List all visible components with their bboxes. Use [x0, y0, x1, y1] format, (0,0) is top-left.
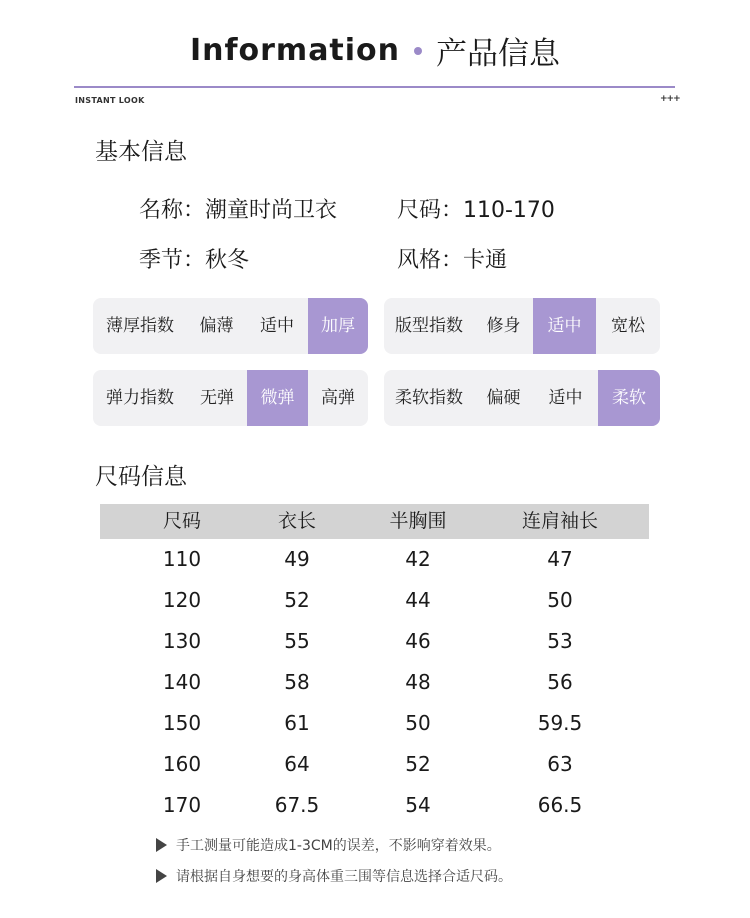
table-cell: 58 — [284, 670, 310, 694]
table-row — [100, 580, 649, 621]
table-cell: 63 — [547, 752, 573, 776]
table-cell: 64 — [284, 752, 310, 776]
play-triangle-icon — [156, 869, 167, 883]
index-option-selected: 适中 — [533, 298, 596, 354]
size-table-header — [100, 504, 649, 539]
table-cell: 55 — [284, 629, 310, 653]
header-title-cn: 产品信息 — [436, 36, 561, 72]
table-cell: 120 — [162, 588, 202, 612]
header-divider — [74, 86, 675, 88]
softness-index-card — [384, 370, 660, 426]
note-text: 手工测量可能造成1-3CM的误差，不影响穿着效果。 — [176, 838, 501, 854]
header-title-en: Information — [189, 33, 401, 68]
index-option: 宽松 — [611, 316, 645, 336]
index-option: 高弹 — [321, 388, 355, 408]
table-cell: 170 — [162, 793, 202, 817]
index-option: 无弹 — [200, 388, 234, 408]
index-option: 偏硬 — [486, 388, 521, 408]
table-cell: 52 — [405, 752, 431, 776]
index-option-selected: 加厚 — [308, 298, 368, 354]
table-cell: 130 — [162, 629, 202, 653]
size-table — [100, 504, 649, 826]
header-dot — [414, 47, 422, 55]
page-header — [0, 28, 750, 78]
index-option: 适中 — [548, 388, 583, 408]
fit-index-card — [384, 298, 660, 354]
table-cell: 67.5 — [274, 793, 320, 817]
style: 风格：卡通 — [397, 248, 508, 273]
table-cell: 56 — [547, 670, 573, 694]
index-option: 修身 — [486, 316, 521, 336]
table-cell: 150 — [162, 711, 202, 735]
table-cell: 47 — [547, 547, 573, 571]
basic-info-title: 基本信息 — [95, 139, 187, 165]
index-option: 偏薄 — [199, 316, 234, 336]
instant-look-tag: INSTANT LOOK — [75, 96, 145, 105]
table-row — [100, 785, 649, 826]
table-cell: 42 — [405, 547, 431, 571]
table-cell: 140 — [162, 670, 202, 694]
size-range: 尺码：110-170 — [397, 198, 555, 223]
index-label: 弹力指数 — [106, 388, 174, 408]
header-cell: 连肩袖长 — [521, 510, 598, 532]
table-cell: 48 — [405, 670, 431, 694]
thickness-index-card — [93, 298, 368, 354]
table-row — [100, 744, 649, 785]
table-cell: 59.5 — [537, 711, 583, 735]
header-cell: 衣长 — [277, 510, 316, 532]
table-cell: 110 — [162, 547, 202, 571]
index-option: 适中 — [260, 316, 294, 336]
header-cell: 尺码 — [162, 510, 201, 532]
table-cell: 50 — [547, 588, 573, 612]
size-info-title: 尺码信息 — [95, 464, 187, 490]
table-cell: 160 — [162, 752, 202, 776]
table-cell: 54 — [405, 793, 431, 817]
size-choice-note — [156, 866, 512, 886]
product-name: 名称：潮童时尚卫衣 — [139, 198, 338, 223]
table-cell: 50 — [405, 711, 431, 735]
table-cell: 53 — [547, 629, 573, 653]
table-row — [100, 703, 649, 744]
index-label: 薄厚指数 — [106, 316, 174, 336]
elasticity-index-card — [93, 370, 368, 426]
header-cell: 半胸围 — [389, 510, 447, 532]
play-triangle-icon — [156, 838, 167, 852]
season: 季节：秋冬 — [139, 248, 250, 273]
table-cell: 61 — [284, 711, 310, 735]
index-option-selected: 微弹 — [247, 370, 308, 426]
table-cell: 49 — [284, 547, 310, 571]
table-row — [100, 621, 649, 662]
table-cell: 46 — [405, 629, 431, 653]
index-label: 版型指数 — [395, 316, 463, 336]
index-label: 柔软指数 — [395, 388, 463, 408]
note-text: 请根据自身想要的身高体重三围等信息选择合适尺码。 — [176, 869, 512, 885]
index-option-selected: 柔软 — [598, 370, 660, 426]
table-cell: 52 — [284, 588, 310, 612]
table-cell: 44 — [405, 588, 431, 612]
table-row — [100, 662, 649, 703]
plus-marks: +++ — [660, 94, 680, 104]
table-cell: 66.5 — [537, 793, 583, 817]
measurement-note — [156, 835, 501, 855]
table-row — [100, 539, 649, 580]
